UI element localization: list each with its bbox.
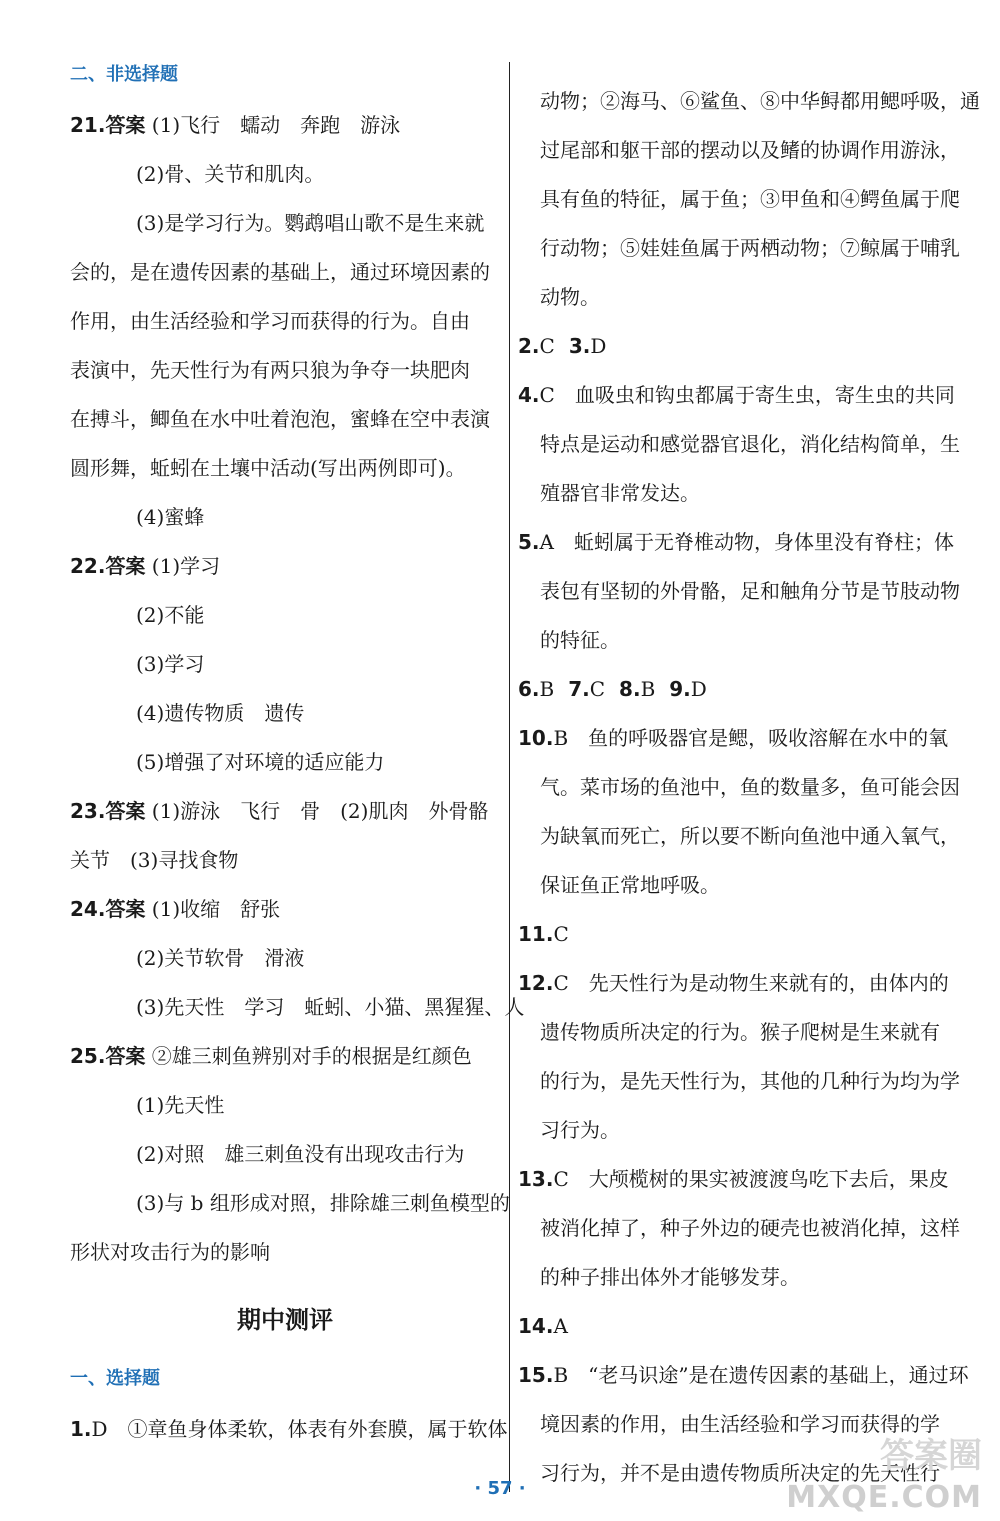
- answer-5-line-2: 表包有坚韧的外骨骼，足和触角分节是节肢动物: [540, 579, 960, 603]
- question-number: 3.: [568, 334, 591, 358]
- answer-text: A 蚯蚓属于无脊椎动物，身体里没有脊柱；体: [539, 530, 954, 554]
- question-number: 8.: [619, 677, 641, 701]
- answer-24-line-3: (3)先天性 学习 蚯蚓、小猫、黑猩猩、人: [136, 995, 525, 1019]
- answer-21-line-8: 圆形舞，蚯蚓在土壤中活动(写出两例即可)。: [70, 456, 466, 480]
- answer-label: 答案: [105, 554, 146, 578]
- answer-text: D: [590, 334, 607, 358]
- page-number: · 57 ·: [474, 1478, 526, 1499]
- watermark-logo: 答案圈: [880, 1436, 982, 1476]
- answer-text: D: [690, 677, 707, 701]
- question-number: 2.: [518, 334, 540, 358]
- answer-25-line-1: [70, 1043, 472, 1069]
- answer-label: 答案: [105, 1044, 146, 1068]
- question-number: 22.: [70, 554, 106, 578]
- question-number: 25.: [70, 1044, 106, 1068]
- question-number: 21.: [70, 113, 106, 137]
- question-number: 14.: [518, 1314, 554, 1338]
- answer-15-line-1: [518, 1362, 969, 1388]
- answer-4-line-2: 特点是运动和感觉器官退化，消化结构简单，生: [540, 432, 960, 456]
- answer-10-line-3: 为缺氧而死亡，所以要不断向鱼池中通入氧气，: [540, 824, 960, 848]
- answer-15-line-3: 习行为，并不是由遗传物质所决定的先天性行: [540, 1461, 940, 1485]
- answer-label: 答案: [105, 897, 146, 921]
- answer-13-line-1: [518, 1166, 949, 1192]
- answer-text: B 鱼的呼吸器官是鳃，吸收溶解在水中的氧: [553, 726, 949, 750]
- answer-text: B: [640, 677, 656, 701]
- answer-text: ②雄三刺鱼辨别对手的根据是红颜色: [151, 1044, 472, 1068]
- section-title-midterm: 期中测评: [237, 1306, 333, 1334]
- answer-4-line-1: [518, 382, 955, 408]
- answer-text: C 先天性行为是动物生来就有的，由体内的: [553, 971, 949, 995]
- question-number: 15.: [518, 1363, 554, 1387]
- question-number: 1.: [70, 1417, 92, 1441]
- answer-text: (1)收缩 舒张: [151, 897, 281, 921]
- answer-25-line-3: (2)对照 雄三刺鱼没有出现攻击行为: [136, 1142, 465, 1166]
- answer-text: C 血吸虫和钩虫都属于寄生虫，寄生虫的共同: [539, 383, 955, 407]
- column-divider: [509, 62, 510, 1492]
- answer-22-line-3: (3)学习: [136, 652, 205, 676]
- answer-13-line-2: 被消化掉了，种子外边的硬壳也被消化掉，这样: [540, 1216, 960, 1240]
- answer-1-continued-5: 动物。: [540, 285, 600, 309]
- section-heading-choice: 一、选择题: [70, 1368, 160, 1389]
- answer-text: A: [553, 1314, 568, 1338]
- answer-text: C 大颅榄树的果实被渡渡鸟吃下去后，果皮: [553, 1167, 949, 1191]
- answer-25-line-4: (3)与 b 组形成对照，排除雄三刺鱼模型的: [136, 1191, 510, 1215]
- answer-1-line-1: [70, 1416, 508, 1442]
- answer-13-line-3: 的种子排出体外才能够发芽。: [540, 1265, 800, 1289]
- answer-21-line-6: 表演中，先天性行为有两只狼为争夺一块肥肉: [70, 358, 470, 382]
- answers-2-3: [518, 333, 606, 359]
- question-number: 13.: [518, 1167, 554, 1191]
- answer-text: D ①章鱼身体柔软，体表有外套膜，属于软体: [91, 1417, 508, 1441]
- answer-10-line-1: [518, 725, 948, 751]
- answer-15-line-2: 境因素的作用，由生活经验和学习而获得的学: [540, 1412, 940, 1436]
- answer-21-line-9: (4)蜜蜂: [136, 505, 205, 529]
- question-number: 24.: [70, 897, 106, 921]
- answer-1-continued-2: 过尾部和躯干部的摆动以及鳍的协调作用游泳，: [540, 138, 960, 162]
- answer-1-continued-3: 具有鱼的特征，属于鱼；③甲鱼和④鳄鱼属于爬: [540, 187, 960, 211]
- answer-text: (1)学习: [151, 554, 221, 578]
- answer-label: 答案: [105, 799, 146, 823]
- answer-22-line-1: [70, 553, 220, 579]
- question-number: 10.: [518, 726, 554, 750]
- answer-24-line-2: (2)关节软骨 滑液: [136, 946, 305, 970]
- question-number: 12.: [518, 971, 554, 995]
- answer-12-line-3: 的行为，是先天性行为，其他的几种行为均为学: [540, 1069, 960, 1093]
- answer-21-line-5: 作用，由生活经验和学习而获得的行为。自由: [70, 309, 470, 333]
- watermark-text: MXQE.COM: [786, 1480, 982, 1515]
- answer-text: C: [553, 922, 569, 946]
- answer-22-line-5: (5)增强了对环境的适应能力: [136, 750, 385, 774]
- answer-23-line-2: 关节 (3)寻找食物: [70, 848, 239, 872]
- answer-text: (1)飞行 蠕动 奔跑 游泳: [151, 113, 401, 137]
- answer-1-continued-1: 动物；②海马、⑥鲨鱼、⑧中华鲟都用鳃呼吸，通: [540, 89, 980, 113]
- question-number: 6.: [518, 677, 540, 701]
- question-number: 7.: [568, 677, 590, 701]
- question-number: 4.: [518, 383, 540, 407]
- answer-12-line-2: 遗传物质所决定的行为。猴子爬树是生来就有: [540, 1020, 940, 1044]
- answer-5-line-1: [518, 529, 954, 555]
- answer-text: B: [539, 677, 555, 701]
- answer-text: (1)游泳 飞行 骨 (2)肌肉 外骨骼: [151, 799, 489, 823]
- answer-21-line-4: 会的，是在遗传因素的基础上，通过环境因素的: [70, 260, 490, 284]
- answer-10-line-2: 气。菜市场的鱼池中，鱼的数量多，鱼可能会因: [540, 775, 960, 799]
- answer-21-line-1: [70, 112, 400, 138]
- answer-12-line-4: 习行为。: [540, 1118, 620, 1142]
- question-number: 11.: [518, 922, 554, 946]
- answer-11: [518, 921, 569, 947]
- answer-12-line-1: [518, 970, 949, 996]
- answer-21-line-2: (2)骨、关节和肌肉。: [136, 162, 325, 186]
- answer-21-line-7: 在搏斗，鲫鱼在水中吐着泡泡，蜜蜂在空中表演: [70, 407, 490, 431]
- answer-22-line-4: (4)遗传物质 遗传: [136, 701, 305, 725]
- answer-21-line-3: (3)是学习行为。鹦鹉唱山歌不是生来就: [136, 211, 485, 235]
- answer-text: C: [589, 677, 606, 701]
- answer-4-line-3: 殖器官非常发达。: [540, 481, 700, 505]
- answer-25-line-5: 形状对攻击行为的影响: [70, 1240, 270, 1264]
- answer-24-line-1: [70, 896, 280, 922]
- question-number: 9.: [669, 677, 691, 701]
- question-number: 5.: [518, 530, 540, 554]
- answers-6-9: [518, 676, 707, 702]
- question-number: 23.: [70, 799, 106, 823]
- answer-5-line-3: 的特征。: [540, 628, 620, 652]
- answer-text: C: [539, 334, 555, 358]
- answer-23-line-1: [70, 798, 488, 824]
- answer-10-line-4: 保证鱼正常地呼吸。: [540, 873, 720, 897]
- answer-1-continued-4: 行动物；⑤娃娃鱼属于两栖动物；⑦鲸属于哺乳: [540, 236, 960, 260]
- answer-22-line-2: (2)不能: [136, 603, 205, 627]
- answer-text: B “老马识途”是在遗传因素的基础上，通过环: [553, 1363, 969, 1387]
- answer-14: [518, 1313, 568, 1339]
- answer-25-line-2: (1)先天性: [136, 1093, 225, 1117]
- answer-label: 答案: [105, 113, 146, 137]
- section-heading-nonchoice: 二、非选择题: [70, 64, 178, 85]
